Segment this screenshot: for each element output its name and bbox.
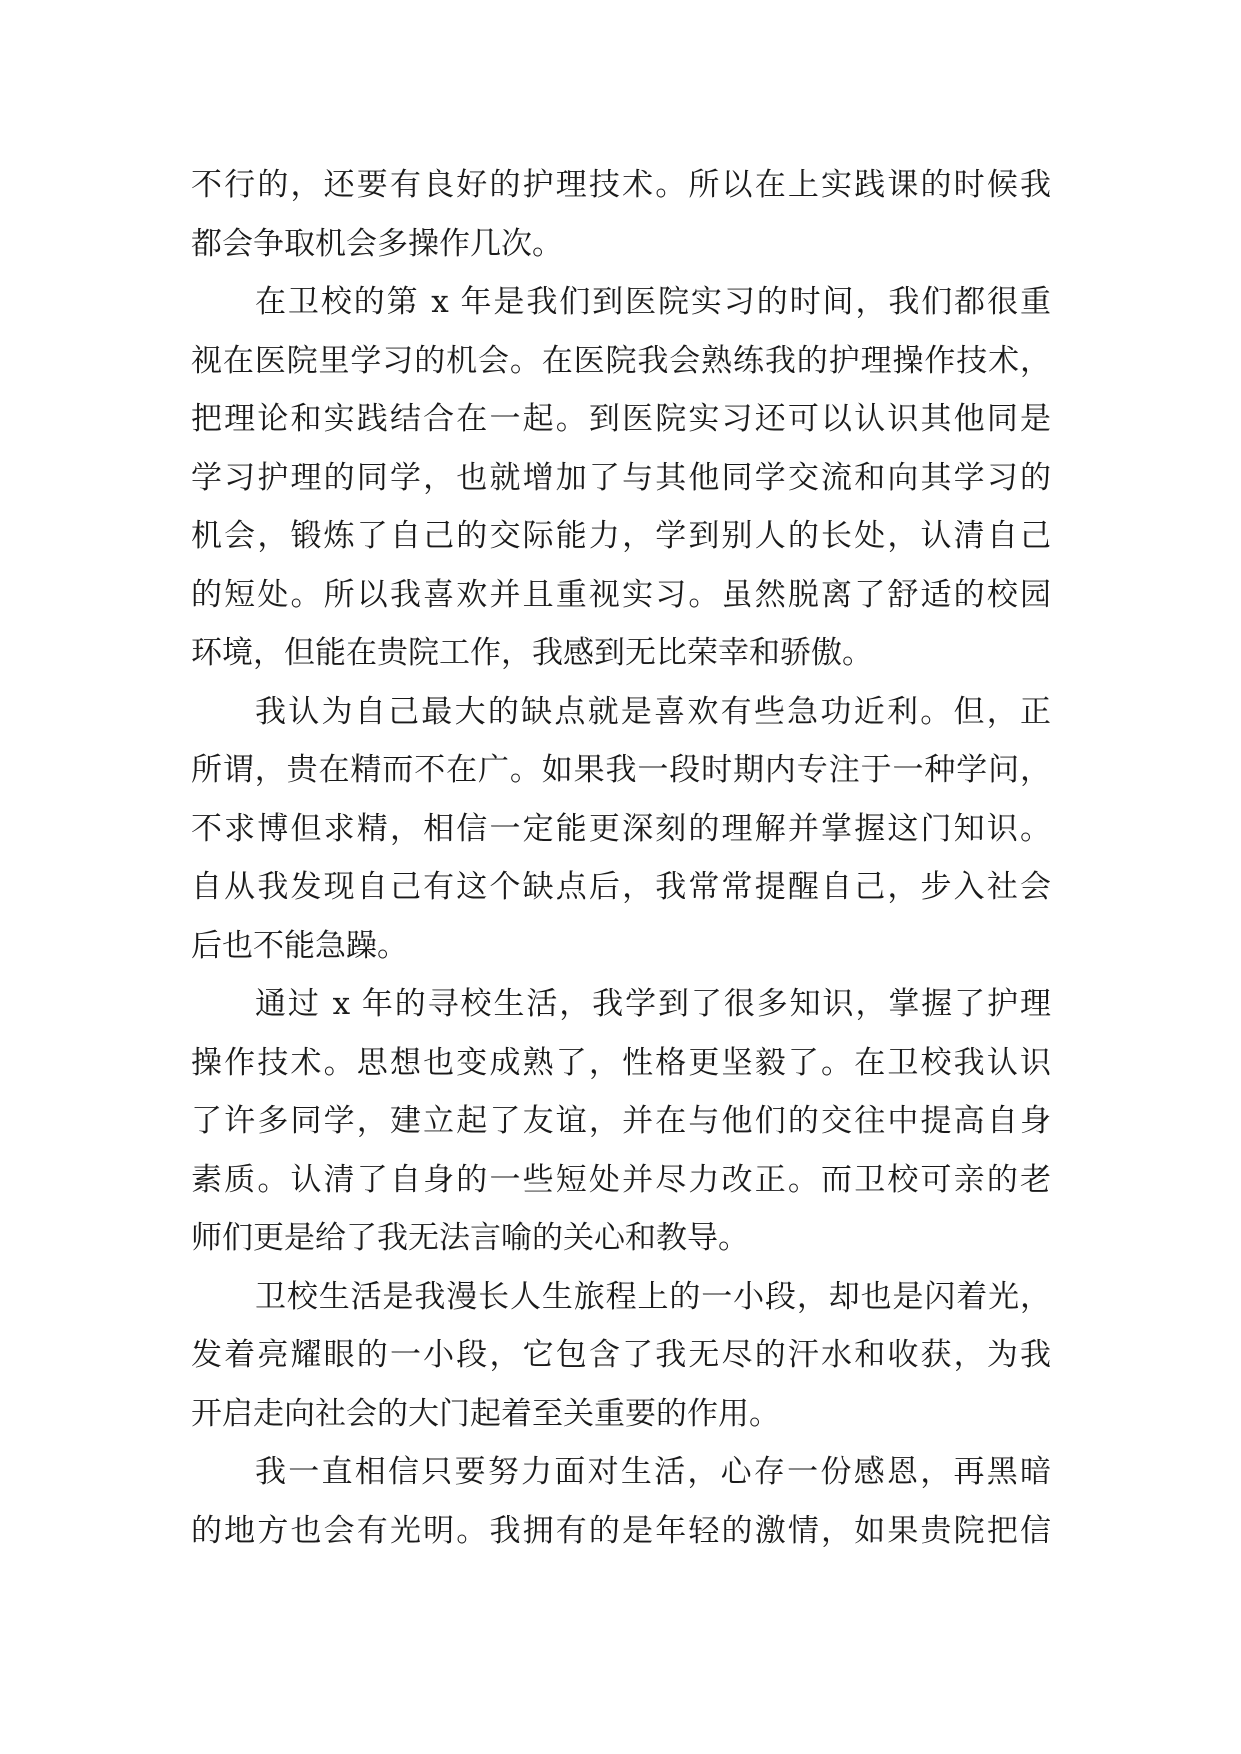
text-line: 操作技术。思想也变成熟了，性格更坚毅了。在卫校我认识 [191,1044,1051,1081]
text-line: 学习护理的同学，也就增加了与其他同学交流和向其学习的 [191,459,1051,496]
text-line: 师们更是给了我无法言喻的关心和教导。 [191,1220,749,1256]
paragraph [191,975,1051,1268]
text-line: 了许多同学，建立起了友谊，并在与他们的交往中提高自身 [191,1103,1051,1139]
text-line: 素质。认清了自身的一些短处并尽力改正。而卫校可亲的老 [191,1161,1051,1198]
text-line: 的地方也会有光明。我拥有的是年轻的激情，如果贵院把信 [191,1512,1051,1549]
text-line: 不行的，还要有良好的护理技术。所以在上实践课的时候我 [191,167,1051,203]
paragraph [191,273,1051,683]
document-body [191,156,1051,1560]
text-line: 机会，锻炼了自己的交际能力，学到别人的长处，认清自己 [191,518,1051,554]
paragraph [191,1268,1051,1444]
text-line: 在卫校的第 x 年是我们到医院实习的时间，我们都很重 [255,284,1051,320]
text-line: 环境，但能在贵院工作，我感到无比荣幸和骄傲。 [191,635,873,671]
text-line: 不求博但求精，相信一定能更深刻的理解并掌握这门知识。 [191,810,1051,847]
text-line: 发着亮耀眼的一小段，它包含了我无尽的汗水和收获，为我 [191,1337,1051,1373]
text-line: 后也不能急躁。 [191,927,408,964]
text-line: 卫校生活是我漫长人生旅程上的一小段，却也是闪着光， [255,1278,1051,1315]
text-line: 的短处。所以我喜欢并且重视实习。虽然脱离了舒适的校园 [191,576,1051,613]
text-line: 通过 x 年的寻校生活，我学到了很多知识，掌握了护理 [255,986,1051,1022]
paragraph [191,683,1051,976]
paragraph [191,156,1051,273]
text-line: 我一直相信只要努力面对生活，心存一份感恩，再黑暗 [255,1454,1051,1490]
text-line: 开启走向社会的大门起着至关重要的作用。 [191,1395,780,1432]
text-line: 把理论和实践结合在一起。到医院实习还可以认识其他同是 [191,401,1051,437]
text-line: 所谓，贵在精而不在广。如果我一段时期内专注于一种学问， [191,752,1051,788]
paragraph [191,1443,1051,1560]
text-line: 我认为自己最大的缺点就是喜欢有些急功近利。但，正 [255,693,1051,730]
text-line: 都会争取机会多操作几次。 [191,225,563,262]
text-line: 视在医院里学习的机会。在医院我会熟练我的护理操作技术， [191,342,1051,379]
text-line: 自从我发现自己有这个缺点后，我常常提醒自己，步入社会 [191,869,1051,905]
